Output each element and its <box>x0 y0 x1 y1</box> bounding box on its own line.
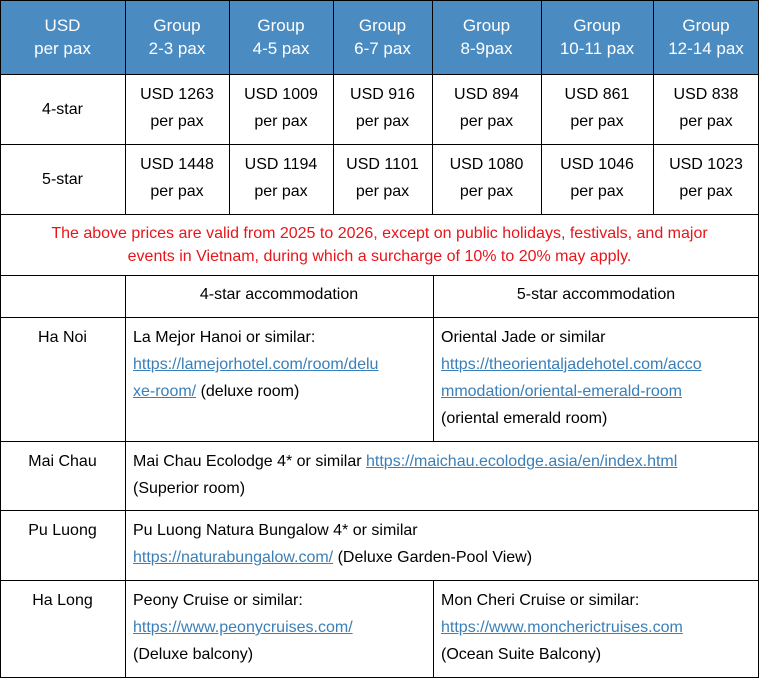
grid-line <box>0 144 759 145</box>
header-group-12-14 <box>653 0 759 74</box>
notice-line: events in Vietnam, during which a surcharge of 10% to 20% may apply. <box>127 248 632 265</box>
price-value: USD 861 <box>564 86 630 103</box>
validity-notice <box>0 222 759 268</box>
price-value: USD 1009 <box>244 86 318 103</box>
price-unit: per pax <box>570 183 624 200</box>
header-group-label: Group <box>462 16 511 35</box>
city-label-mai-chau <box>0 448 125 475</box>
room-type: (Ocean Suite Balcony) <box>441 646 602 663</box>
price-cell <box>229 81 333 135</box>
col-header-text: 5-star accommodation <box>516 286 676 303</box>
header-group-2-3 <box>125 0 229 74</box>
price-value: USD 916 <box>350 86 415 103</box>
hotel-link[interactable]: https://naturabungalow.com/ <box>133 549 334 566</box>
hotel-name: Mon Cheri Cruise or similar: <box>441 592 640 609</box>
price-cell <box>333 151 432 205</box>
header-usd-cell <box>0 0 125 74</box>
hotel-name: Pu Luong Natura Bungalow 4* or similar <box>133 522 418 539</box>
grid-line <box>333 0 334 214</box>
grid-line <box>653 0 654 214</box>
price-value: USD 1263 <box>140 86 214 103</box>
row-label: 4-star <box>42 100 83 118</box>
grid-line <box>0 317 759 318</box>
price-unit: per pax <box>679 113 733 130</box>
hotel-link[interactable]: https://lamejorhotel.com/room/delu <box>133 356 379 373</box>
header-group-label: Group <box>573 16 621 35</box>
city-label: Pu Luong <box>28 522 97 539</box>
col-header-text: 4-star accommodation <box>199 286 359 303</box>
grid-line <box>432 0 433 214</box>
hotel-name: Oriental Jade or similar <box>441 329 606 346</box>
grid-line <box>541 0 542 214</box>
room-type: (oriental emerald room) <box>441 410 608 427</box>
grid-line <box>0 580 759 581</box>
notice-line: The above prices are valid from 2025 to 2026, except on public holidays, festivals, and major <box>51 225 708 242</box>
price-value: USD 1194 <box>244 156 318 173</box>
price-value: USD 1101 <box>346 156 419 173</box>
grid-line <box>0 275 759 276</box>
halong-5-star-cell <box>441 587 747 668</box>
header-group-label: Group <box>153 16 201 35</box>
city-label-ha-long <box>0 587 125 614</box>
grid-line <box>125 0 126 214</box>
accommodation-4-star-header <box>125 281 433 308</box>
price-value: USD 1080 <box>449 156 524 173</box>
price-unit: per pax <box>254 113 308 130</box>
hanoi-5-star-cell <box>441 324 747 432</box>
price-value: USD 1448 <box>140 156 214 173</box>
price-unit: per pax <box>150 183 204 200</box>
grid-line <box>125 275 126 678</box>
price-unit: per pax <box>570 113 624 130</box>
price-cell <box>333 81 432 135</box>
hotel-link-cont[interactable]: xe-room/ <box>133 383 197 400</box>
grid-line <box>0 0 1 678</box>
grid-line <box>229 0 230 214</box>
hotel-link-cont[interactable]: mmodation/oriental-emerald-room <box>441 383 682 400</box>
price-cell <box>653 151 759 205</box>
row-label: 5-star <box>42 170 83 188</box>
grid-line <box>433 275 434 441</box>
header-group-6-7 <box>333 0 432 74</box>
room-type: (Superior room) <box>133 480 246 497</box>
room-type: (Deluxe Garden-Pool View) <box>333 549 533 566</box>
room-type: (deluxe room) <box>196 383 300 400</box>
hanoi-4-star-cell <box>133 324 419 405</box>
price-cell <box>432 151 541 205</box>
price-cell <box>541 81 653 135</box>
row-label-4-star <box>0 74 125 144</box>
accommodation-5-star-header <box>433 281 759 308</box>
city-label: Ha Long <box>32 592 93 609</box>
maichau-cell <box>133 448 753 502</box>
city-label-ha-noi <box>0 324 125 351</box>
price-unit: per pax <box>459 183 514 200</box>
grid-line <box>0 74 759 75</box>
price-value: USD 894 <box>454 86 519 103</box>
price-cell <box>653 81 759 135</box>
hotel-link[interactable]: https://maichau.ecolodge.asia/en/index.html <box>366 453 678 470</box>
grid-line <box>0 214 759 215</box>
header-group-size: 2-3 pax <box>148 39 206 58</box>
city-label-pu-luong <box>0 517 125 544</box>
price-unit: per pax <box>254 183 308 200</box>
price-cell <box>125 81 229 135</box>
grid-line <box>0 510 759 511</box>
price-unit: per pax <box>355 113 410 130</box>
price-unit: per pax <box>459 113 514 130</box>
price-value: USD 838 <box>673 86 739 103</box>
puluong-cell <box>133 517 753 571</box>
city-label: Mai Chau <box>28 453 97 470</box>
header-group-size: 10-11 pax <box>559 39 635 58</box>
hotel-name: La Mejor Hanoi or similar: <box>133 329 316 346</box>
header-group-10-11 <box>541 0 653 74</box>
row-label-5-star <box>0 144 125 214</box>
city-label: Ha Noi <box>38 329 87 346</box>
room-type: (Deluxe balcony) <box>133 646 254 663</box>
hotel-link[interactable]: https://www.peonycruises.com/ <box>133 619 353 636</box>
price-unit: per pax <box>679 183 733 200</box>
price-cell <box>432 81 541 135</box>
header-group-4-5 <box>229 0 333 74</box>
grid-line <box>433 580 434 678</box>
grid-line <box>0 441 759 442</box>
price-unit: per pax <box>150 113 204 130</box>
price-value: USD 1046 <box>560 156 634 173</box>
hotel-link[interactable]: https://theorientaljadehotel.com/acco <box>441 356 702 373</box>
header-group-size: 6-7 pax <box>354 39 411 58</box>
price-cell <box>125 151 229 205</box>
hotel-name: Mai Chau Ecolodge 4* or similar <box>133 453 366 470</box>
price-unit: per pax <box>355 183 410 200</box>
header-group-label: Group <box>358 16 407 35</box>
price-cell <box>541 151 653 205</box>
grid-line <box>0 0 759 1</box>
halong-4-star-cell <box>133 587 423 668</box>
hotel-link[interactable]: https://www.moncherictruises.com <box>441 619 683 636</box>
hotel-name: Peony Cruise or similar: <box>133 592 303 609</box>
header-group-label: Group <box>257 16 305 35</box>
header-group-size: 12-14 pax <box>668 39 744 58</box>
header-usd-line1: USD <box>44 16 81 35</box>
price-cell <box>229 151 333 205</box>
header-group-8-9 <box>432 0 541 74</box>
header-group-label: Group <box>682 16 730 35</box>
header-group-size: 4-5 pax <box>252 39 310 58</box>
price-value: USD 1023 <box>669 156 743 173</box>
header-usd-line2: per pax <box>34 39 91 58</box>
header-group-size: 8-9pax <box>460 39 513 58</box>
